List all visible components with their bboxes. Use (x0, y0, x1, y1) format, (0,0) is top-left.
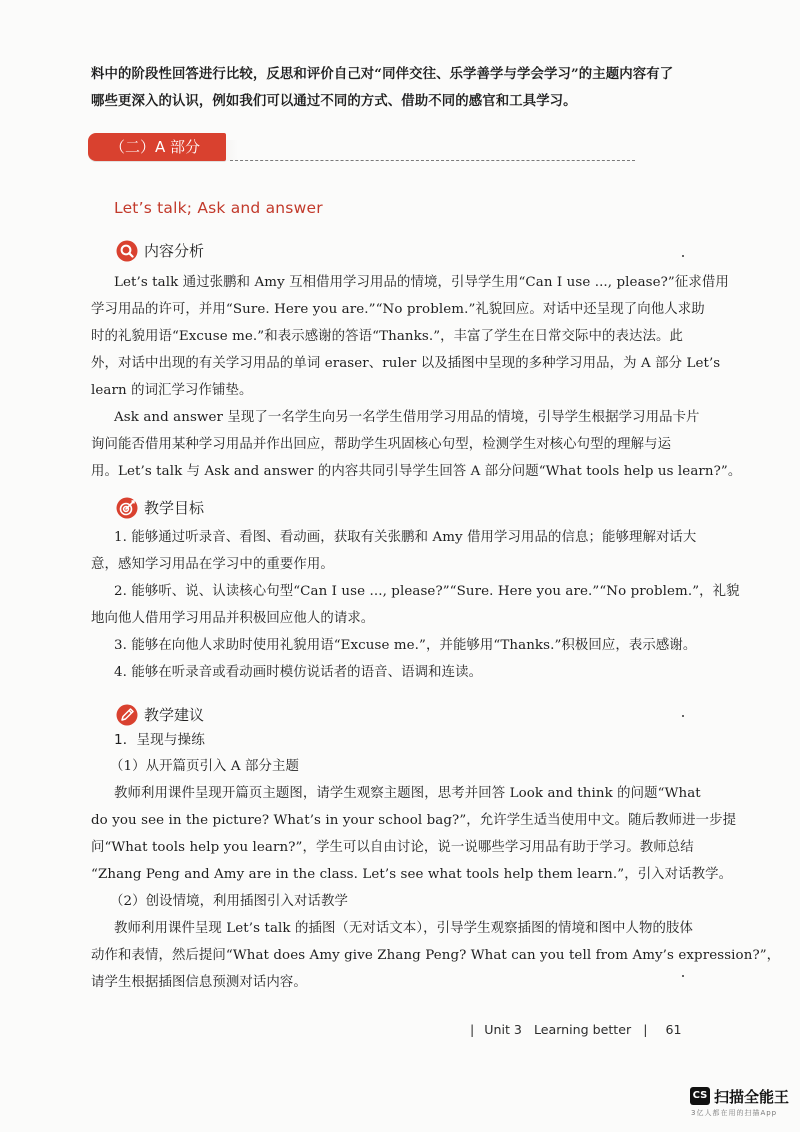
suggestion-p1-line-3: 问“What tools help you learn?”，学生可以自由讨论，说一说哪些学习用品有助于学习。教师总结 (91, 840, 694, 855)
analysis-p2-line-1: Ask and answer 呈现了一名学生向另一名学生借用学习用品的情境，引导学生根据学习用品卡片 (114, 410, 700, 425)
footer-separator: | (643, 1022, 648, 1037)
intro-line-2: 哪些更深入的认识，例如我们可以通过不同的方式、借助不同的感官和工具学习。 (91, 93, 577, 109)
suggestion-p1-line-4: “Zhang Peng and Amy are in the class. Let’s see what tools help them learn.”，引入对话教学。 (91, 867, 733, 882)
suggestion-p1-line-2: do you see in the picture? What’s in your school bag?”，允许学生适当使用中文。随后教师进一步提 (91, 813, 737, 828)
goal-line-5: 3. 能够在向他人求助时使用礼貌用语“Excuse me.”，并能够用“Thanks.”积极回应，表示感谢。 (114, 638, 697, 653)
analysis-heading: 内容分析 (144, 242, 205, 260)
target-icon (116, 497, 138, 519)
goal-line-1: 1. 能够通过听录音、看图、看动画，获取有关张鹏和 Amy 借用学习用品的信息；能够理解对话大 (114, 530, 697, 545)
watermark-name: 扫描全能王 (714, 1088, 790, 1106)
suggestion-p1-line-1: 教师利用课件呈现开篇页主题图，请学生观察主题图，思考并回答 Look and think 的问题“What (114, 786, 701, 801)
suggestion-p2-line-2: 动作和表情，然后提问“What does Amy give Zhang Peng? What can you tell from Amy’s expression?”， (91, 948, 781, 963)
page-footer (470, 1022, 681, 1037)
suggestion-p2-line-3: 请学生根据插图信息预测对话内容。 (91, 975, 307, 990)
footer-separator: | (470, 1022, 475, 1037)
page-number: 61 (665, 1022, 682, 1037)
section-subtitle: Let’s talk; Ask and answer (114, 199, 323, 217)
goal-line-2: 意，感知学习用品在学习中的重要作用。 (91, 557, 334, 572)
suggestion-subheading-1: 1．呈现与操练 (114, 732, 205, 748)
suggestion-item-2: （2）创设情境，利用插图引入对话教学 (110, 894, 348, 909)
goal-line-6: 4. 能够在听录音或看动画时模仿说话者的语音、语调和连读。 (114, 665, 483, 680)
pencil-icon (116, 704, 138, 726)
analysis-p1-line-5: learn 的词汇学习作铺垫。 (91, 383, 253, 398)
magnifier-icon (116, 240, 138, 262)
suggestion-p2-line-1: 教师利用课件呈现 Let’s talk 的插图（无对话文本），引导学生观察插图的情境和图中人物的肢体 (114, 921, 693, 936)
scan-speck (682, 975, 684, 977)
footer-title: Learning better (533, 1022, 632, 1037)
scan-speck (682, 255, 684, 257)
section-banner (88, 133, 226, 161)
analysis-p2-line-2: 询问能否借用某种学习用品并作出回应，帮助学生巩固核心句型，检测学生对核心句型的理解与运 (91, 437, 672, 452)
scan-speck (682, 715, 684, 717)
footer-unit: Unit 3 (484, 1022, 522, 1037)
section-divider (230, 160, 635, 161)
analysis-p1-line-3: 时的礼貌用语“Excuse me.”和表示感谢的答语“Thanks.”，丰富了学生在日常交际中的表达法。此 (91, 329, 683, 344)
analysis-p1-line-2: 学习用品的许可，并用“Sure. Here you are.”“No problem.”礼貌回应。对话中还呈现了向他人求助 (91, 302, 705, 317)
suggestion-item-1: （1）从开篇页引入 A 部分主题 (110, 759, 299, 774)
goal-line-4: 地向他人借用学习用品并积极回应他人的请求。 (91, 611, 375, 626)
watermark-tagline: 3亿人都在用的扫描App (691, 1109, 778, 1117)
section-banner-label: （二）A 部分 (110, 138, 201, 156)
analysis-p2-line-3: 用。Let’s talk 与 Ask and answer 的内容共同引导学生回答 A 部分问题“What tools help us learn?”。 (91, 464, 742, 479)
suggestions-heading: 教学建议 (144, 706, 205, 724)
analysis-p1-line-1: Let’s talk 通过张鹏和 Amy 互相借用学习用品的情境，引导学生用“Can I use ..., please?”征求借用 (114, 275, 729, 290)
intro-line-1: 料中的阶段性回答进行比较，反思和评价自己对“同伴交往、乐学善学与学会学习”的主题内容有了 (91, 66, 674, 82)
watermark-logo: CS (690, 1087, 710, 1105)
goal-line-3: 2. 能够听、说、认读核心句型“Can I use ..., please?”“Sure. Here you are.”“No problem.”，礼貌 (114, 584, 740, 599)
goals-heading: 教学目标 (144, 499, 205, 517)
analysis-p1-line-4: 外，对话中出现的有关学习用品的单词 eraser、ruler 以及插图中呈现的多种学习用品，为 A 部分 Let’s (91, 356, 721, 371)
